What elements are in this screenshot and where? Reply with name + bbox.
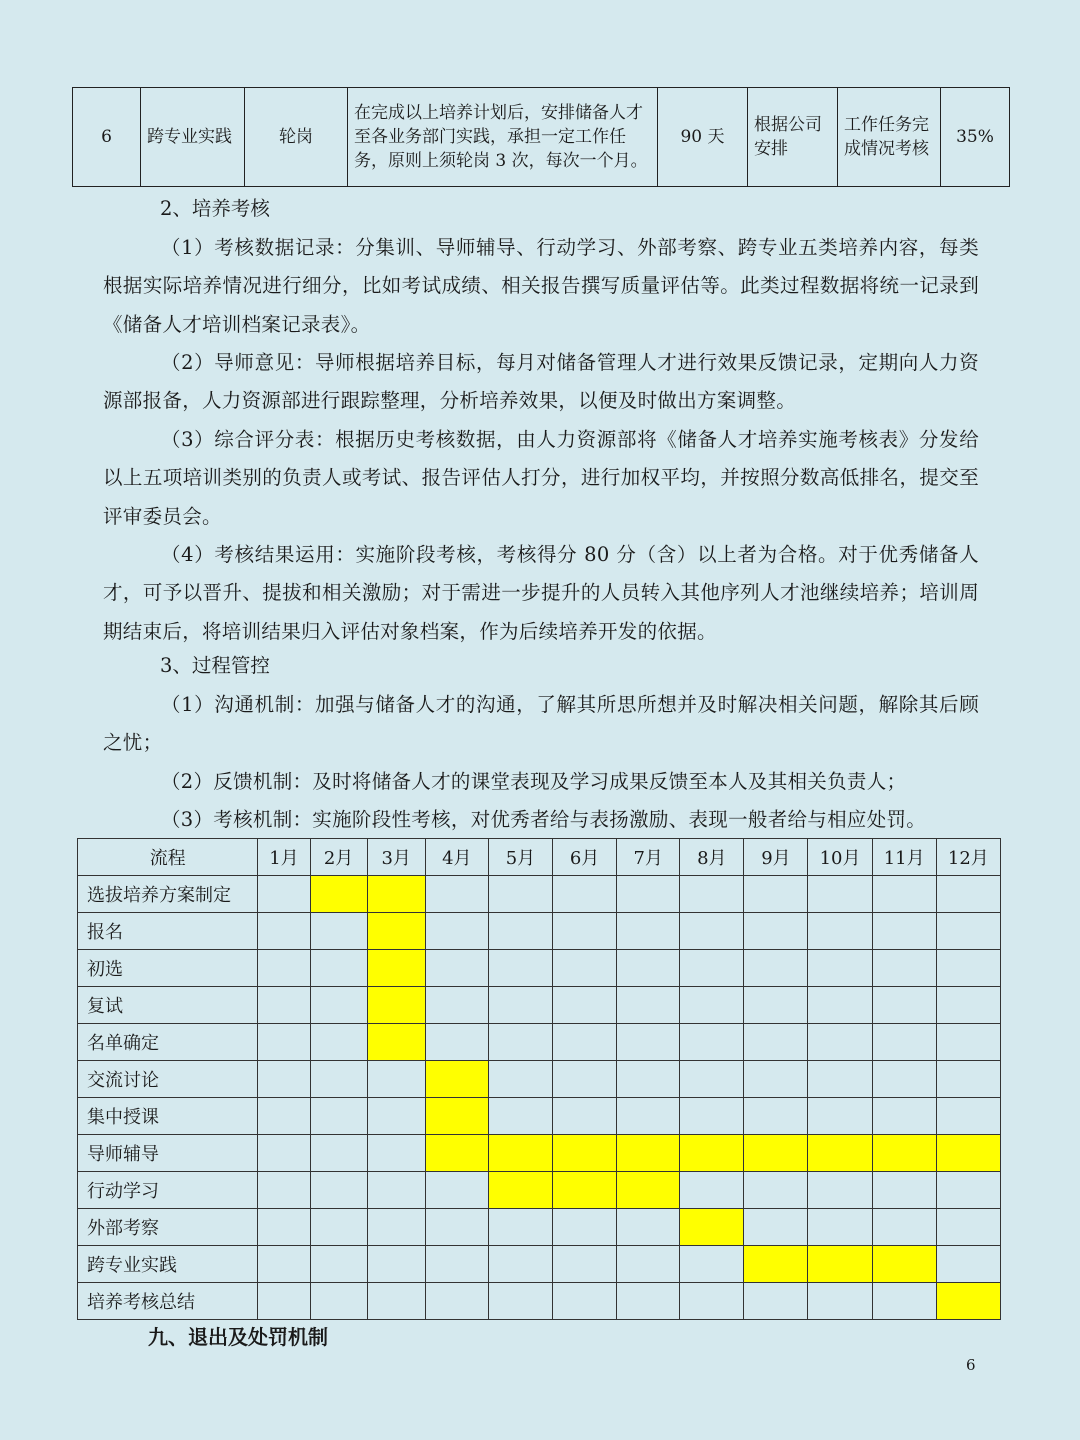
schedule-cell-active <box>617 1135 680 1172</box>
section-heading-process-control: 3、过程管控 <box>160 654 270 677</box>
schedule-cell <box>552 876 616 913</box>
column-header-month: 9月 <box>744 839 808 876</box>
column-header-month: 1月 <box>258 839 310 876</box>
schedule-cell <box>310 1172 367 1209</box>
schedule-cell <box>258 1246 310 1283</box>
schedule-cell <box>258 1098 310 1135</box>
process-name: 初选 <box>78 950 258 987</box>
schedule-cell-active <box>367 987 425 1024</box>
paragraph-feedback: （2）反馈机制：及时将储备人才的课堂表现及学习成果反馈至本人及其相关负责人； <box>161 770 907 793</box>
schedule-cell-active <box>617 1172 680 1209</box>
schedule-cell <box>552 987 616 1024</box>
schedule-cell <box>744 1061 808 1098</box>
schedule-cell-active <box>744 1135 808 1172</box>
schedule-cell <box>425 1172 488 1209</box>
schedule-cell <box>936 950 1000 987</box>
schedule-cell <box>425 987 488 1024</box>
table-row <box>78 1209 1001 1246</box>
training-method: 轮岗 <box>245 88 348 187</box>
process-name: 行动学习 <box>78 1172 258 1209</box>
schedule-cell <box>425 950 488 987</box>
schedule-cell <box>872 987 936 1024</box>
paragraph-result-usage: （4）考核结果运用：实施阶段考核，考核得分 80 分（含）以上者为合格。对于优秀储备人才，可予以晋升、提拔和相关激励；对于需进一步提升的人员转入其他序列人才池继续培养；培训周期结束后，将培训结果归入评估对象档案，作为后续培养开发的依据。 <box>103 543 979 643</box>
schedule-cell <box>258 987 310 1024</box>
schedule-cell <box>872 913 936 950</box>
schedule-cell-active <box>552 1135 616 1172</box>
schedule-cell-active <box>552 1172 616 1209</box>
schedule-cell <box>617 1209 680 1246</box>
schedule-cell <box>744 876 808 913</box>
table-row <box>78 1098 1001 1135</box>
paragraph-data-record: （1）考核数据记录：分集训、导师辅导、行动学习、外部考察、跨专业五类培养内容，每类根据实际培养情况进行细分，比如考试成绩、相关报告撰写质量评估等。此类过程数据将统一记录到《储备人才培训档案记录表》。 <box>103 236 979 336</box>
schedule-cell <box>936 913 1000 950</box>
process-name: 导师辅导 <box>78 1135 258 1172</box>
schedule-cell <box>488 1283 552 1320</box>
schedule-cell <box>258 1061 310 1098</box>
schedule-cell <box>552 1098 616 1135</box>
schedule-cell <box>488 913 552 950</box>
column-header-month: 4月 <box>425 839 488 876</box>
column-header-month: 7月 <box>617 839 680 876</box>
schedule-cell <box>617 1098 680 1135</box>
training-duration: 90 天 <box>658 88 748 187</box>
schedule-cell <box>488 987 552 1024</box>
schedule-cell <box>872 1209 936 1246</box>
page-number: 6 <box>966 1356 976 1374</box>
schedule-cell <box>680 876 744 913</box>
schedule-cell <box>425 1209 488 1246</box>
schedule-cell <box>310 1061 367 1098</box>
schedule-cell <box>680 1172 744 1209</box>
section-heading-exit-penalty: 九、退出及处罚机制 <box>148 1325 328 1349</box>
paragraph-mentor-opinion: （2）导师意见：导师根据培养目标，每月对储备管理人才进行效果反馈记录，定期向人力资源部报备，人力资源部进行跟踪整理，分析培养效果，以便及时做出方案调整。 <box>103 351 979 413</box>
paragraph-score-table: （3）综合评分表：根据历史考核数据，由人力资源部将《储备人才培养实施考核表》分发给以上五项培训类别的负责人或考试、报告评估人打分，进行加权平均，并按照分数高低排名，提交至评审委员会。 <box>103 428 979 528</box>
schedule-cell <box>872 1098 936 1135</box>
schedule-cell <box>808 987 872 1024</box>
schedule-cell <box>872 1061 936 1098</box>
schedule-cell <box>808 876 872 913</box>
schedule-cell <box>936 1209 1000 1246</box>
schedule-cell <box>680 1283 744 1320</box>
schedule-cell-active <box>488 1172 552 1209</box>
schedule-cell-active <box>367 950 425 987</box>
schedule-cell <box>552 1246 616 1283</box>
schedule-cell <box>936 1024 1000 1061</box>
schedule-cell-active <box>425 1135 488 1172</box>
schedule-cell-active <box>367 913 425 950</box>
training-content: 在完成以上培养计划后，安排储备人才至各业务部门实践，承担一定工作任务，原则上须轮岗 3 次，每次一个月。 <box>348 88 658 187</box>
column-header-month: 5月 <box>488 839 552 876</box>
section-heading-assessment: 2、培养考核 <box>160 197 270 220</box>
process-name: 培养考核总结 <box>78 1283 258 1320</box>
schedule-cell <box>808 1172 872 1209</box>
schedule-cell-active <box>936 1135 1000 1172</box>
column-header-month: 8月 <box>680 839 744 876</box>
process-name: 选拔培养方案制定 <box>78 876 258 913</box>
table-row <box>73 88 1010 187</box>
schedule-cell-active <box>425 1098 488 1135</box>
schedule-cell <box>310 950 367 987</box>
schedule-cell <box>488 1209 552 1246</box>
schedule-cell <box>617 1283 680 1320</box>
table-row <box>78 987 1001 1024</box>
process-name: 交流讨论 <box>78 1061 258 1098</box>
schedule-cell <box>808 913 872 950</box>
schedule-cell <box>680 913 744 950</box>
schedule-cell <box>552 950 616 987</box>
schedule-cell-active <box>367 876 425 913</box>
process-name: 名单确定 <box>78 1024 258 1061</box>
process-name: 报名 <box>78 913 258 950</box>
schedule-cell-active <box>872 1135 936 1172</box>
schedule-cell <box>310 1209 367 1246</box>
schedule-cell <box>936 1172 1000 1209</box>
schedule-cell <box>258 1135 310 1172</box>
schedule-cell <box>744 1024 808 1061</box>
schedule-cell <box>680 1098 744 1135</box>
schedule-cell <box>617 876 680 913</box>
schedule-cell <box>367 1135 425 1172</box>
schedule-cell <box>744 1172 808 1209</box>
row-number: 6 <box>73 88 141 187</box>
schedule-cell <box>258 1283 310 1320</box>
schedule-cell <box>310 1024 367 1061</box>
schedule-cell <box>310 1246 367 1283</box>
table-row <box>78 1283 1001 1320</box>
schedule-cell-active <box>310 876 367 913</box>
schedule-cell <box>488 1061 552 1098</box>
schedule-cell <box>552 1283 616 1320</box>
schedule-cell <box>552 1024 616 1061</box>
schedule-cell <box>258 913 310 950</box>
column-header-month: 6月 <box>552 839 616 876</box>
schedule-cell <box>680 1246 744 1283</box>
schedule-cell <box>310 1135 367 1172</box>
schedule-cell <box>367 1209 425 1246</box>
table-row <box>78 1135 1001 1172</box>
schedule-cell <box>872 1172 936 1209</box>
schedule-cell <box>936 987 1000 1024</box>
table-row <box>78 913 1001 950</box>
schedule-cell <box>744 1098 808 1135</box>
schedule-cell <box>552 1061 616 1098</box>
schedule-cell <box>310 987 367 1024</box>
schedule-cell <box>425 876 488 913</box>
schedule-cell-active <box>936 1283 1000 1320</box>
training-time: 根据公司安排 <box>748 88 838 187</box>
schedule-cell <box>425 1024 488 1061</box>
schedule-cell-active <box>367 1024 425 1061</box>
column-header-process: 流程 <box>78 839 258 876</box>
schedule-cell <box>744 913 808 950</box>
column-header-month: 10月 <box>808 839 872 876</box>
table-row <box>78 1024 1001 1061</box>
schedule-cell <box>872 1024 936 1061</box>
schedule-cell <box>617 913 680 950</box>
schedule-cell <box>808 950 872 987</box>
schedule-cell <box>617 1061 680 1098</box>
schedule-cell <box>258 950 310 987</box>
schedule-cell-active <box>488 1135 552 1172</box>
schedule-cell <box>488 950 552 987</box>
schedule-cell <box>488 1098 552 1135</box>
schedule-cell <box>808 1061 872 1098</box>
paragraph-communication: （1）沟通机制：加强与储备人才的沟通，了解其所思所想并及时解决相关问题，解除其后顾之忧； <box>103 693 979 755</box>
table-row <box>78 1061 1001 1098</box>
paragraph-assessment-mechanism: （3）考核机制：实施阶段性考核，对优秀者给与表扬激励、表现一般者给与相应处罚。 <box>161 808 927 831</box>
schedule-cell <box>872 876 936 913</box>
schedule-cell <box>425 913 488 950</box>
schedule-cell <box>808 1098 872 1135</box>
schedule-cell-active <box>872 1246 936 1283</box>
schedule-cell-active <box>680 1135 744 1172</box>
schedule-cell-active <box>808 1246 872 1283</box>
schedule-cell <box>808 1024 872 1061</box>
schedule-cell <box>808 1283 872 1320</box>
schedule-cell <box>617 987 680 1024</box>
schedule-cell <box>425 1246 488 1283</box>
table-row <box>78 1246 1001 1283</box>
schedule-cell <box>367 1283 425 1320</box>
schedule-cell <box>367 1061 425 1098</box>
column-header-month: 3月 <box>367 839 425 876</box>
schedule-cell <box>310 913 367 950</box>
schedule-cell <box>680 1024 744 1061</box>
schedule-cell <box>936 1246 1000 1283</box>
schedule-cell <box>936 1061 1000 1098</box>
schedule-cell <box>367 1246 425 1283</box>
schedule-cell <box>617 1024 680 1061</box>
table-row <box>78 1172 1001 1209</box>
schedule-cell-active <box>425 1061 488 1098</box>
process-name: 外部考察 <box>78 1209 258 1246</box>
schedule-cell <box>744 987 808 1024</box>
schedule-cell <box>552 1209 616 1246</box>
process-name: 跨专业实践 <box>78 1246 258 1283</box>
schedule-cell <box>310 1098 367 1135</box>
table-row <box>78 876 1001 913</box>
schedule-cell-active <box>744 1246 808 1283</box>
schedule-cell <box>808 1209 872 1246</box>
process-name: 复试 <box>78 987 258 1024</box>
assessment-weight: 35% <box>941 88 1010 187</box>
schedule-cell <box>258 1024 310 1061</box>
column-header-month: 11月 <box>872 839 936 876</box>
schedule-cell <box>425 1283 488 1320</box>
training-plan-table-fragment <box>72 87 1010 187</box>
schedule-cell <box>680 1061 744 1098</box>
schedule-cell <box>680 987 744 1024</box>
schedule-cell <box>488 1246 552 1283</box>
training-category: 跨专业实践 <box>141 88 245 187</box>
schedule-cell <box>617 950 680 987</box>
schedule-cell <box>872 1283 936 1320</box>
schedule-cell <box>744 1283 808 1320</box>
schedule-cell <box>367 1098 425 1135</box>
table-row <box>78 950 1001 987</box>
assessment-method: 工作任务完成情况考核 <box>838 88 941 187</box>
schedule-cell <box>488 876 552 913</box>
schedule-cell <box>680 950 744 987</box>
schedule-cell <box>367 1172 425 1209</box>
training-schedule-gantt <box>77 838 1001 1320</box>
schedule-cell <box>552 913 616 950</box>
process-name: 集中授课 <box>78 1098 258 1135</box>
schedule-cell <box>488 1024 552 1061</box>
schedule-cell-active <box>680 1209 744 1246</box>
schedule-cell <box>258 876 310 913</box>
schedule-cell <box>258 1172 310 1209</box>
column-header-month: 2月 <box>310 839 367 876</box>
schedule-cell <box>936 876 1000 913</box>
schedule-cell <box>617 1246 680 1283</box>
schedule-cell <box>744 1209 808 1246</box>
schedule-cell <box>258 1209 310 1246</box>
gantt-header-row <box>78 839 1001 876</box>
schedule-cell <box>310 1283 367 1320</box>
column-header-month: 12月 <box>936 839 1000 876</box>
schedule-cell <box>872 950 936 987</box>
schedule-cell-active <box>808 1135 872 1172</box>
schedule-cell <box>936 1098 1000 1135</box>
schedule-cell <box>744 950 808 987</box>
